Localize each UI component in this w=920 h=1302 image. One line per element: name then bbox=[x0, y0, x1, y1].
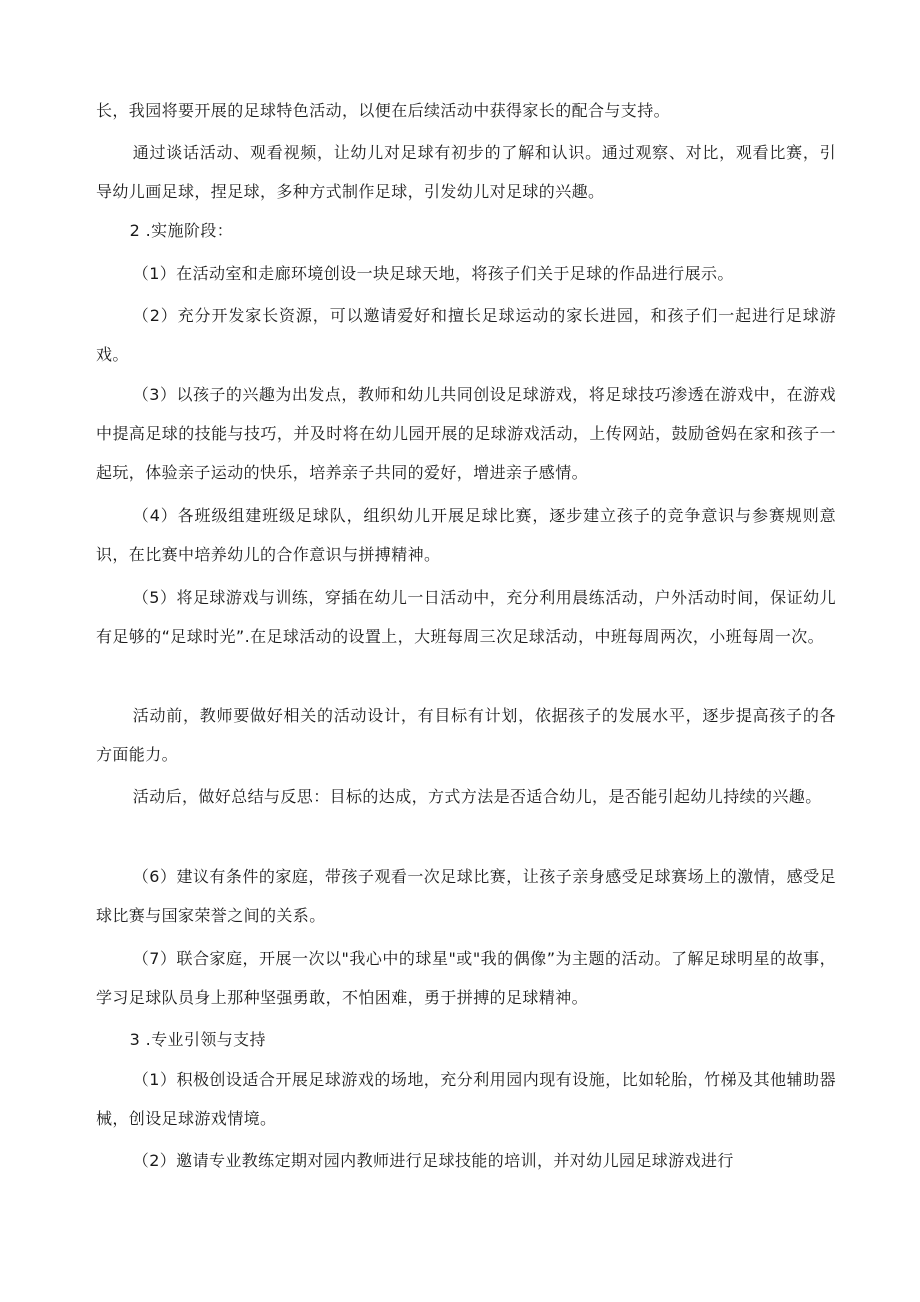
paragraph-continuation: 长，我园将要开展的足球特色活动，以便在后续活动中获得家长的配合与支持。 bbox=[96, 101, 671, 120]
list-item-support-1: （1）积极创设适合开展足球游戏的场地，充分利用园内现有设施，比如轮胎，竹梯及其他辅助器械，创设足球游戏情境。 bbox=[96, 1070, 836, 1128]
list-item-2: （2）充分开发家长资源，可以邀请爱好和擅长足球运动的家长进园，和孩子们一起进行足球游戏。 bbox=[96, 306, 836, 364]
section-heading-professional-support: 3 .专业引领与支持 bbox=[129, 1030, 266, 1049]
list-item-7: （7）联合家庭，开展一次以"我心中的球星"或"我的偶像”为主题的活动。了解足球明星的故事，学习足球队员身上那种坚强勇敢，不怕困难，勇于拼搏的足球精神。 bbox=[96, 949, 836, 1007]
paragraph-intro-activities: 通过谈话活动、观看视频，让幼儿对足球有初步的了解和认识。通过观察、对比，观看比赛，引导幼儿画足球，捏足球，多种方式制作足球，引发幼儿对足球的兴趣。 bbox=[96, 143, 836, 201]
list-item-support-2: （2）邀请专业教练定期对园内教师进行足球技能的培训，并对幼儿园足球游戏进行 bbox=[132, 1151, 734, 1170]
list-item-6: （6）建议有条件的家庭，带孩子观看一次足球比赛，让孩子亲身感受足球赛场上的激情，感受足球比赛与国家荣誉之间的关系。 bbox=[96, 867, 836, 925]
list-item-1: （1）在活动室和走廊环境创设一块足球天地，将孩子们关于足球的作品进行展示。 bbox=[132, 264, 734, 283]
list-item-3: （3）以孩子的兴趣为出发点，教师和幼儿共同创设足球游戏，将足球技巧渗透在游戏中，在游戏中提高足球的技能与技巧，并及时将在幼儿园开展的足球游戏活动，上传网站，鼓励爸妈在家和孩子一起玩，体验亲子运动的快乐，培养亲子共同的爱好，增进亲子感情。 bbox=[96, 385, 836, 482]
paragraph-before-activity: 活动前，教师要做好相关的活动设计，有目标有计划，依据孩子的发展水平，逐步提高孩子的各方面能力。 bbox=[96, 706, 836, 764]
paragraph-after-activity: 活动后，做好总结与反思：目标的达成，方式方法是否适合幼儿，是否能引起幼儿持续的兴趣。 bbox=[132, 787, 822, 806]
list-item-4: （4）各班级组建班级足球队，组织幼儿开展足球比赛，逐步建立孩子的竞争意识与参赛规则意识，在比赛中培养幼儿的合作意识与拼搏精神。 bbox=[96, 506, 836, 564]
section-heading-implementation: 2 .实施阶段： bbox=[129, 221, 234, 240]
list-item-5: （5）将足球游戏与训练，穿插在幼儿一日活动中，充分利用晨练活动，户外活动时间，保证幼儿有足够的“足球时光”.在足球活动的设置上，大班每周三次足球活动，中班每周两次，小班每周一次。 bbox=[96, 588, 836, 646]
